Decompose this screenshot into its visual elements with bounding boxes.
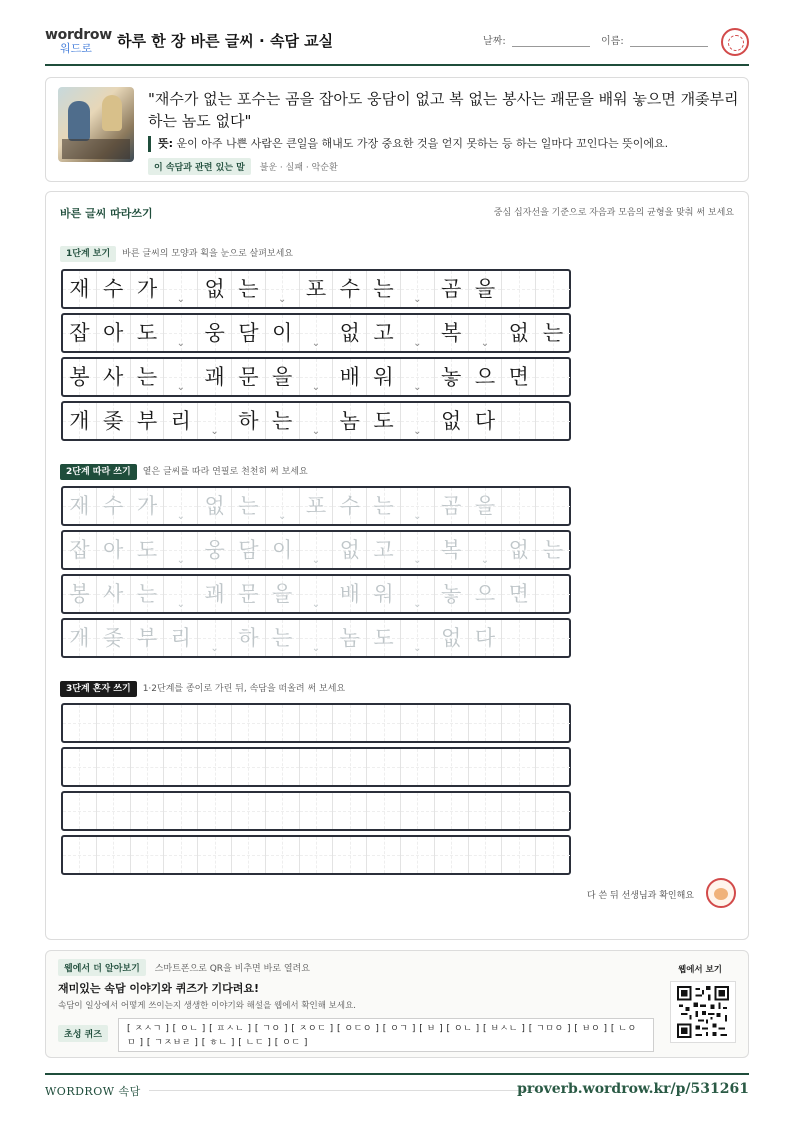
char-cell: 놓: [435, 576, 469, 612]
writing-row[interactable]: [61, 703, 571, 743]
char-cell: 도: [131, 315, 165, 351]
char-cell: [198, 705, 232, 741]
char-cell: [232, 837, 266, 873]
char-cell: 배: [333, 576, 367, 612]
char-cell: 는: [232, 271, 266, 307]
space-mark-cell: ⌄: [469, 532, 503, 568]
space-mark-cell: [164, 705, 198, 741]
char-cell: 는: [367, 271, 401, 307]
char-cell: 봉: [63, 359, 97, 395]
web-desc: 속담이 일상에서 어떻게 쓰이는지 생생한 이야기와 해설을 웹에서 확인해 보세요.: [58, 1001, 356, 1011]
space-mark-cell: ⌄: [300, 315, 334, 351]
char-cell: 웅: [198, 315, 232, 351]
space-mark-cell: ⌄: [198, 620, 232, 656]
char-cell: [232, 793, 266, 829]
char-cell: 잡: [63, 315, 97, 351]
char-cell: 곰: [435, 271, 469, 307]
char-cell: 없: [435, 403, 469, 439]
char-cell: 는: [367, 488, 401, 524]
char-cell: 담: [232, 532, 266, 568]
logo-korean: 워드로: [60, 42, 92, 55]
char-cell: 가: [131, 271, 165, 307]
space-mark-cell: ⌄: [401, 271, 435, 307]
web-tag: 웹에서 더 알아보기: [58, 959, 146, 976]
step1-header: [60, 246, 293, 262]
writing-row: [61, 401, 571, 441]
char-cell: [97, 793, 131, 829]
space-mark-cell: [401, 837, 435, 873]
char-cell: [502, 749, 536, 785]
char-cell: 하: [232, 620, 266, 656]
web-more-box: [45, 950, 749, 1058]
step1-badge: 1단계 보기: [60, 246, 116, 262]
char-cell: 좆: [97, 620, 131, 656]
date-field[interactable]: [483, 32, 590, 47]
char-cell: 배: [333, 359, 367, 395]
page-header: [45, 26, 749, 66]
meaning-label: 뜻:: [158, 137, 174, 150]
char-cell: [131, 749, 165, 785]
char-cell: 면: [502, 359, 536, 395]
char-cell: [469, 793, 503, 829]
char-cell: 문: [232, 576, 266, 612]
char-cell: [333, 837, 367, 873]
char-cell: [333, 749, 367, 785]
proverb-illustration: [58, 87, 134, 162]
writing-row[interactable]: [61, 747, 571, 787]
web-header: [58, 959, 310, 976]
char-cell: 사: [97, 576, 131, 612]
char-cell: [536, 488, 570, 524]
char-cell: 으: [469, 576, 503, 612]
space-mark-cell: [266, 705, 300, 741]
char-cell: 개: [63, 620, 97, 656]
footer-url[interactable]: proverb.wordrow.kr/p/531261: [517, 1081, 749, 1097]
space-mark-cell: [164, 749, 198, 785]
char-cell: [502, 793, 536, 829]
char-cell: 도: [367, 620, 401, 656]
char-cell: 포: [300, 271, 334, 307]
char-cell: [266, 793, 300, 829]
char-cell: 놈: [333, 403, 367, 439]
char-cell: [333, 705, 367, 741]
proverb-quote: "재수가 없는 포수는 곰을 잡아도 웅담이 없고 복 없는 봉사는 괘문을 배워 놓으면 개좆부리 하는 놈도 없다": [148, 90, 739, 130]
step3-header: [60, 681, 345, 697]
char-cell: 놈: [333, 620, 367, 656]
practice-title: 바른 글씨 따라쓰기: [60, 207, 153, 220]
char-cell: 아: [97, 532, 131, 568]
space-mark-cell: [469, 749, 503, 785]
char-cell: 는: [131, 359, 165, 395]
char-cell: [367, 705, 401, 741]
char-cell: [266, 749, 300, 785]
space-mark-cell: ⌄: [469, 315, 503, 351]
char-cell: 면: [502, 576, 536, 612]
related-text: 불운 · 실패 · 악순환: [259, 163, 338, 173]
page-footer: [45, 1073, 749, 1098]
char-cell: 는: [131, 576, 165, 612]
char-cell: 없: [198, 488, 232, 524]
space-mark-cell: [401, 705, 435, 741]
char-cell: 리: [164, 403, 198, 439]
char-cell: [232, 749, 266, 785]
page-title: 하루 한 장 바른 글씨 · 속담 교실: [117, 32, 334, 50]
space-mark-cell: ⌄: [300, 620, 334, 656]
name-label: 이름:: [601, 36, 624, 47]
logo-wordmark: wordrow: [45, 27, 112, 43]
char-cell: 부: [131, 403, 165, 439]
char-cell: [435, 749, 469, 785]
related-words: [148, 158, 338, 175]
writing-row: [61, 313, 571, 353]
space-mark-cell: ⌄: [401, 403, 435, 439]
step2-badge: 2단계 따라 쓰기: [60, 464, 137, 480]
char-cell: [63, 793, 97, 829]
quiz-label: 초성 퀴즈: [58, 1025, 108, 1042]
char-cell: [502, 488, 536, 524]
date-line[interactable]: [512, 37, 590, 47]
space-mark-cell: ⌄: [401, 576, 435, 612]
chosung-quiz: [ ㅈㅅㄱ ] [ ㅇㄴ ] [ ㅍㅅㄴ ] [ ㄱㅇ ] [ ㅈㅇㄷ ] [ ㅇㄷㅇ ] [ ㅇㄱ ] [ ㅂ ] [ ㅇㄴ ] [ ㅂㅅㄴ ] [ ㄱㅁㅇ ] [ ㅂㅇ ] [ ㄴㅇㅁ ] [ ㄱㅈㅂㄹ ] [ ㅎㄴ ] [ ㄴㄷ ] [ ㅇㄷ ]: [118, 1018, 654, 1052]
char-cell: 하: [232, 403, 266, 439]
char-cell: [97, 837, 131, 873]
space-mark-cell: ⌄: [164, 532, 198, 568]
char-cell: [131, 837, 165, 873]
space-mark-cell: ⌄: [164, 271, 198, 307]
char-cell: [63, 837, 97, 873]
char-cell: [536, 271, 570, 307]
char-cell: [536, 620, 570, 656]
space-mark-cell: ⌄: [164, 576, 198, 612]
char-cell: 개: [63, 403, 97, 439]
space-mark-cell: [198, 837, 232, 873]
space-mark-cell: ⌄: [300, 359, 334, 395]
char-cell: 는: [266, 620, 300, 656]
char-cell: [266, 837, 300, 873]
char-cell: 가: [131, 488, 165, 524]
char-cell: 수: [97, 271, 131, 307]
char-cell: 놓: [435, 359, 469, 395]
step3-desc: 1·2단계를 종이로 가린 뒤, 속담을 떠올려 써 보세요: [142, 684, 346, 694]
practice-note: 중심 십자선을 기준으로 자음과 모음의 균형을 맞춰 써 보세요: [493, 208, 734, 218]
char-cell: 을: [469, 271, 503, 307]
char-cell: [435, 705, 469, 741]
proverb-card: [45, 77, 749, 182]
char-cell: 수: [97, 488, 131, 524]
space-mark-cell: ⌄: [164, 359, 198, 395]
char-cell: [198, 749, 232, 785]
char-cell: 복: [435, 532, 469, 568]
qr-code-icon[interactable]: [670, 981, 736, 1043]
related-tag: 이 속담과 관련 있는 말: [148, 158, 251, 175]
footer-brand: WORDROW 속담: [45, 1085, 141, 1098]
space-mark-cell: [164, 793, 198, 829]
writing-row[interactable]: [61, 574, 571, 614]
char-cell: 사: [97, 359, 131, 395]
char-cell: 이: [266, 315, 300, 351]
practice-section: [45, 191, 749, 940]
writing-row[interactable]: [61, 486, 571, 526]
char-cell: 재: [63, 271, 97, 307]
web-hint: 스마트폰으로 QR을 비추면 바로 열려요: [154, 964, 310, 974]
char-cell: [97, 705, 131, 741]
char-cell: 잡: [63, 532, 97, 568]
char-cell: 없: [435, 620, 469, 656]
char-cell: 리: [164, 620, 198, 656]
char-cell: [536, 403, 570, 439]
proverb-meaning: [148, 136, 668, 152]
char-cell: 는: [266, 403, 300, 439]
char-cell: [536, 359, 570, 395]
date-label: 날짜:: [483, 36, 506, 47]
char-cell: 괘: [198, 576, 232, 612]
char-cell: 다: [469, 620, 503, 656]
char-cell: 포: [300, 488, 334, 524]
char-cell: 곰: [435, 488, 469, 524]
space-mark-cell: ⌄: [401, 359, 435, 395]
char-cell: 고: [367, 532, 401, 568]
char-cell: 없: [333, 315, 367, 351]
char-cell: [63, 705, 97, 741]
space-mark-cell: ⌄: [401, 315, 435, 351]
space-mark-cell: ⌄: [198, 403, 232, 439]
writing-row[interactable]: [61, 835, 571, 875]
char-cell: 을: [469, 488, 503, 524]
char-cell: 는: [536, 315, 570, 351]
char-cell: 좆: [97, 403, 131, 439]
char-cell: 으: [469, 359, 503, 395]
space-mark-cell: ⌄: [300, 576, 334, 612]
step3-badge: 3단계 혼자 쓰기: [60, 681, 137, 697]
char-cell: 도: [367, 403, 401, 439]
char-cell: [367, 837, 401, 873]
space-mark-cell: ⌄: [401, 532, 435, 568]
teacher-stamp-icon: [706, 878, 736, 908]
space-mark-cell: ⌄: [266, 271, 300, 307]
char-cell: [536, 793, 570, 829]
space-mark-cell: ⌄: [401, 620, 435, 656]
char-cell: 수: [333, 488, 367, 524]
writing-row[interactable]: [61, 530, 571, 570]
char-cell: 부: [131, 620, 165, 656]
space-mark-cell: ⌄: [300, 532, 334, 568]
name-line[interactable]: [630, 37, 708, 47]
char-cell: 을: [266, 576, 300, 612]
char-cell: 워: [367, 359, 401, 395]
char-cell: [469, 705, 503, 741]
char-cell: [232, 705, 266, 741]
qr-label: 웹에서 보기: [677, 965, 722, 975]
space-mark-cell: [300, 749, 334, 785]
char-cell: [502, 620, 536, 656]
char-cell: 이: [266, 532, 300, 568]
space-mark-cell: [401, 749, 435, 785]
space-mark-cell: ⌄: [164, 315, 198, 351]
writing-row[interactable]: [61, 618, 571, 658]
writing-row: [61, 269, 571, 309]
writing-row: [61, 357, 571, 397]
space-mark-cell: [401, 793, 435, 829]
space-mark-cell: ⌄: [164, 488, 198, 524]
char-cell: 봉: [63, 576, 97, 612]
seal-stamp-icon: [721, 28, 749, 56]
char-cell: [97, 749, 131, 785]
space-mark-cell: [300, 837, 334, 873]
char-cell: 웅: [198, 532, 232, 568]
char-cell: 없: [198, 271, 232, 307]
char-cell: 는: [232, 488, 266, 524]
step1-desc: 바른 글씨의 모양과 획을 눈으로 살펴보세요: [122, 249, 293, 259]
char-cell: 고: [367, 315, 401, 351]
char-cell: 다: [469, 403, 503, 439]
char-cell: [536, 705, 570, 741]
char-cell: [536, 837, 570, 873]
char-cell: [333, 793, 367, 829]
char-cell: [300, 705, 334, 741]
space-mark-cell: [300, 793, 334, 829]
char-cell: [164, 837, 198, 873]
char-cell: [469, 837, 503, 873]
char-cell: [63, 749, 97, 785]
name-field[interactable]: [601, 32, 708, 47]
char-cell: [536, 749, 570, 785]
web-title: 재미있는 속담 이야기와 퀴즈가 기다려요!: [58, 982, 259, 995]
char-cell: [198, 793, 232, 829]
char-cell: [502, 271, 536, 307]
char-cell: 아: [97, 315, 131, 351]
step2-header: [60, 464, 308, 480]
char-cell: [502, 837, 536, 873]
char-cell: [131, 705, 165, 741]
writing-row[interactable]: [61, 791, 571, 831]
footer-divider: [149, 1090, 539, 1091]
char-cell: 담: [232, 315, 266, 351]
char-cell: 괘: [198, 359, 232, 395]
char-cell: 없: [502, 532, 536, 568]
space-mark-cell: ⌄: [300, 403, 334, 439]
char-cell: [367, 793, 401, 829]
teacher-check-text: 다 쓴 뒤 선생님과 확인해요: [586, 891, 694, 901]
char-cell: 워: [367, 576, 401, 612]
space-mark-cell: ⌄: [401, 488, 435, 524]
char-cell: [131, 793, 165, 829]
char-cell: 수: [333, 271, 367, 307]
char-cell: [536, 576, 570, 612]
char-cell: [435, 837, 469, 873]
char-cell: [435, 793, 469, 829]
char-cell: 문: [232, 359, 266, 395]
meaning-text: 운이 아주 나쁜 사람은 큰일을 해내도 가장 중요한 것을 얻지 못하는 등 하는 일마다 꼬인다는 뜻이에요.: [176, 137, 669, 150]
char-cell: 는: [536, 532, 570, 568]
char-cell: [367, 749, 401, 785]
char-cell: [502, 705, 536, 741]
char-cell: 없: [502, 315, 536, 351]
step2-desc: 옅은 글씨를 따라 연필로 천천히 써 보세요: [142, 467, 308, 477]
char-cell: 없: [333, 532, 367, 568]
char-cell: 도: [131, 532, 165, 568]
char-cell: 복: [435, 315, 469, 351]
char-cell: 을: [266, 359, 300, 395]
space-mark-cell: ⌄: [266, 488, 300, 524]
wordrow-logo: [45, 27, 112, 58]
char-cell: 재: [63, 488, 97, 524]
char-cell: [502, 403, 536, 439]
